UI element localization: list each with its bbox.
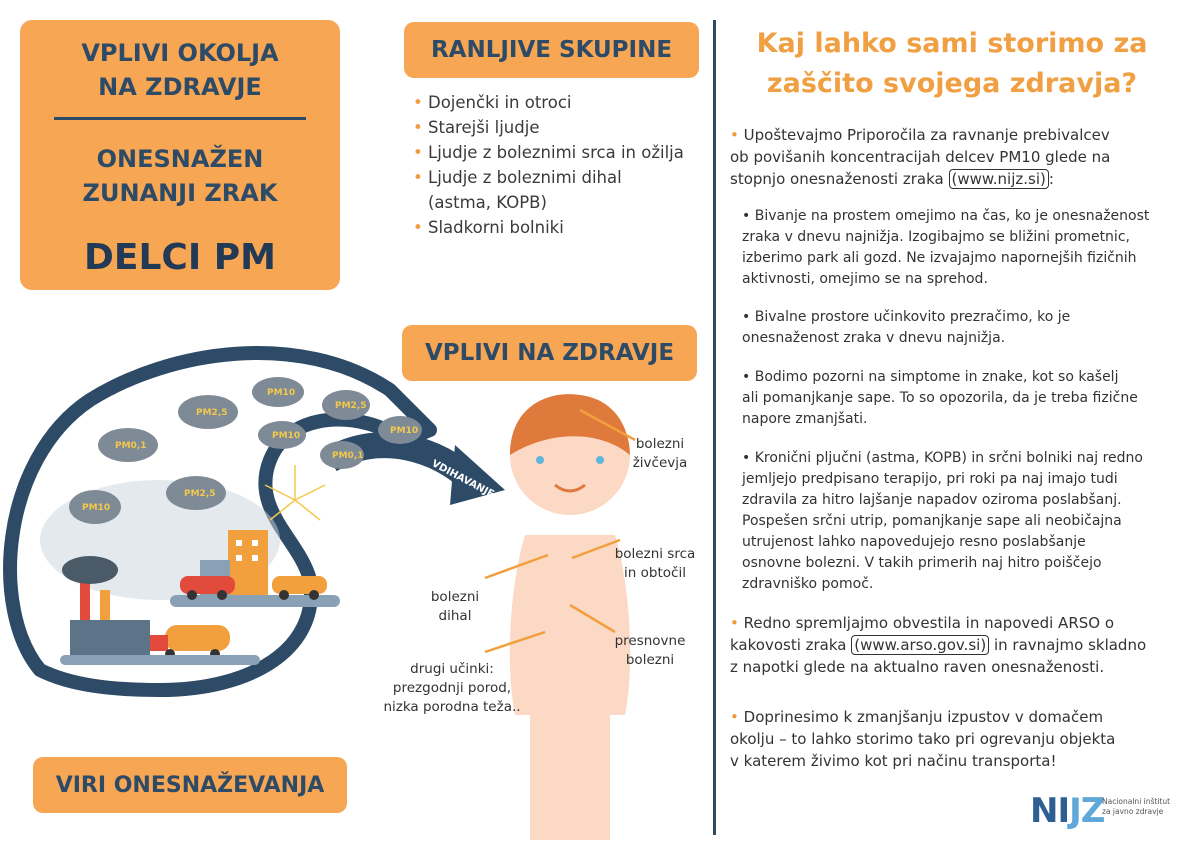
cloud-label: PM10 (267, 388, 296, 398)
text: ali pomanjkanje sape. To so opozorila, da je treba fizične (742, 390, 1138, 406)
label-text: živčevja (632, 455, 688, 471)
label-srca (605, 545, 705, 583)
label-text: bolezni (635, 436, 685, 452)
text: Upoštevajmo Priporočila za ravnanje prebivalcev (743, 126, 1110, 144)
bullet: • (730, 126, 739, 144)
list-item: • Starejši ljudje (410, 115, 710, 140)
label-text: nizka porodna teža.. (383, 699, 521, 715)
pollution-illustration (0, 330, 520, 710)
text: Bodimo pozorni na simptome in znake, kot so kašelj (754, 369, 1119, 385)
logo-text-line: Nacionalni inštitut (1102, 797, 1171, 806)
title-line-2a: ONESNAŽEN (96, 145, 264, 173)
title-line-2b: ZUNANJI ZRAK (82, 179, 278, 207)
text: Redno spremljajmo obvestila in napovedi ARSO o (743, 614, 1115, 632)
text: osnovne bolezni. V takih primerih naj hitro poiščejo (742, 555, 1102, 571)
heading-vplivi-na-zdravje: VPLIVI NA ZDRAVJE (402, 325, 697, 381)
text: utrujenost lahko napovedujejo resno poslabšanje (742, 534, 1086, 550)
text: z napotki glede na aktualno raven onesnaženosti. (730, 658, 1105, 676)
heading-ranljive-skupine: RANLJIVE SKUPINE (404, 22, 699, 78)
list-item: • Ljudje z boleznimi dihal (410, 165, 710, 190)
title-line-1a: VPLIVI OKOLJA (81, 39, 279, 67)
paragraph-arso (730, 612, 1170, 678)
logo-mark (1030, 789, 1104, 833)
text: Kronični pljučni (astma, KOPB) in srčni bolniki naj redno (754, 450, 1143, 466)
link-arso[interactable]: (www.arso.gov.si) (851, 635, 989, 655)
title-main (20, 36, 340, 104)
sub-bivanje: • Bivanje na prostem omejimo na čas, ko je onesnaženost zraka v dnevu najnižja. Izogibajmo se bližini prometnic, izberimo park ali gozd. Ne izvajajmo napornejših fizičnih aktivnosti, omejimo se na sprehod. (742, 206, 1172, 290)
label-zivcevje (615, 435, 705, 473)
text: zdravniško pomoč. (742, 576, 874, 592)
cloud-label: PM2,5 (335, 401, 367, 411)
cloud-label: PM2,5 (184, 489, 216, 499)
text: izberimo park ali gozd. Ne izvajajmo napornejših fizičnih (742, 250, 1137, 266)
bullet: • (730, 614, 739, 632)
text: jemljejo predpisano terapijo, pri roki pa naj imajo tudi (742, 471, 1118, 487)
label-text: drugi učinki: (410, 661, 494, 677)
right-title (722, 24, 1182, 104)
logo-mark-b: JZ (1069, 791, 1105, 831)
text: Bivalne prostore učinkovito prezračimo, ko je (754, 309, 1071, 325)
truck-icon (150, 625, 230, 659)
label-text: bolezni (625, 652, 675, 668)
text: stopnjo onesnaženosti zraka (730, 170, 944, 188)
list-item-continuation: (astma, KOPB) (428, 193, 547, 212)
paragraph-priporocila (730, 124, 1170, 190)
list-item: • Ljudje z boleznimi srca in ožilja (410, 140, 710, 165)
title-box (20, 20, 340, 290)
cloud-label: PM2,5 (196, 408, 228, 418)
logo-text-line: za javno zdravje (1102, 807, 1164, 816)
sub-simptomi: • Bodimo pozorni na simptome in znake, kot so kašelj ali pomanjkanje sape. To so opozorila, da je treba fizične napore zmanjšati. (742, 367, 1172, 430)
title-delci-pm: DELCI PM (84, 237, 276, 278)
label-drugi (372, 660, 532, 717)
text: : (1048, 170, 1054, 188)
text: Doprinesimo k zmanjšanju izpustov v domačem (743, 708, 1104, 726)
text: v katerem živimo kot pri načinu transporta! (730, 752, 1057, 770)
text: napore zmanjšati. (742, 411, 868, 427)
label-text: prezgodnji porod, (392, 680, 512, 696)
cloud-label: PM10 (272, 431, 301, 441)
logo-mark-a: NI (1030, 791, 1070, 831)
paragraph-izpusti (730, 706, 1170, 772)
title-separator (54, 117, 306, 120)
text: zdravila za hitro lajšanje napadov oziroma poslabšanj. (742, 492, 1122, 508)
text: okolju – to lahko storimo tako pri ogrevanju objekta (730, 730, 1116, 748)
cloud-label: PM0,1 (115, 441, 147, 451)
label-text: dihal (438, 608, 472, 624)
text: Bivanje na prostem omejimo na čas, ko je onesnaženost (754, 208, 1150, 224)
text: Pospešen srčni utrip, pomanjkanje sape ali neobičajna (742, 513, 1122, 529)
link-nijz[interactable]: (www.nijz.si) (949, 169, 1049, 189)
text: in ravnajmo skladno (993, 636, 1147, 654)
label-dihal (415, 588, 495, 626)
bullet: • (730, 708, 739, 726)
sub-bolniki: • Kronični pljučni (astma, KOPB) in srčni bolniki naj redno jemljejo predpisano terapijo, pri roki pa naj imajo tudi zdravila za hitro lajšanje napadov oziroma poslabšanj. Pospešen srčni utrip, pomanjkanje sape ali neobičajna utrujenost lahko napovedujejo resno poslabšanje osnovne bolezni. V takih primerih naj hitro poiščejo zdravniško pomoč. (742, 448, 1172, 595)
text: aktivnosti, omejimo se na sprehod. (742, 271, 988, 287)
list-item: • Dojenčki in otroci (410, 90, 710, 115)
text: zraka v dnevu najnižja. Izogibajmo se bližini prometnic, (742, 229, 1130, 245)
cloud-label: PM0,1 (332, 451, 364, 461)
right-title-line: zaščito svojega zdravja? (766, 68, 1138, 99)
cloud-label: PM10 (390, 426, 419, 436)
label-text: presnovne (614, 633, 686, 649)
nijz-logo (1030, 789, 1190, 833)
list-item: • Sladkorni bolniki (410, 215, 710, 240)
label-text: bolezni (430, 589, 480, 605)
title-sub (20, 142, 340, 210)
text: ob povišanih koncentracijah delcev PM10 glede na (730, 148, 1111, 166)
text: onesnaženost zraka v dnevu najnižja. (742, 330, 1006, 346)
text: kakovosti zraka (730, 636, 847, 654)
logo-text (1102, 797, 1192, 817)
title-line-1b: NA ZDRAVJE (98, 73, 262, 101)
right-title-line: Kaj lahko sami storimo za (756, 28, 1148, 59)
label-text: bolezni srca (614, 546, 696, 562)
ground (60, 655, 260, 665)
ranljive-list (410, 90, 710, 240)
label-text: in obtočil (624, 565, 686, 581)
cloud-label: PM10 (82, 503, 111, 513)
label-presnovne (600, 632, 700, 670)
arrow-label: VDIHAVANJE (429, 458, 496, 501)
column-divider (713, 20, 716, 835)
heading-viri-onesnazevanja: VIRI ONESNAŽEVANJA (33, 757, 347, 813)
sub-prezracimo: • Bivalne prostore učinkovito prezračimo, ko je onesnaženost zraka v dnevu najnižja. (742, 307, 1172, 349)
